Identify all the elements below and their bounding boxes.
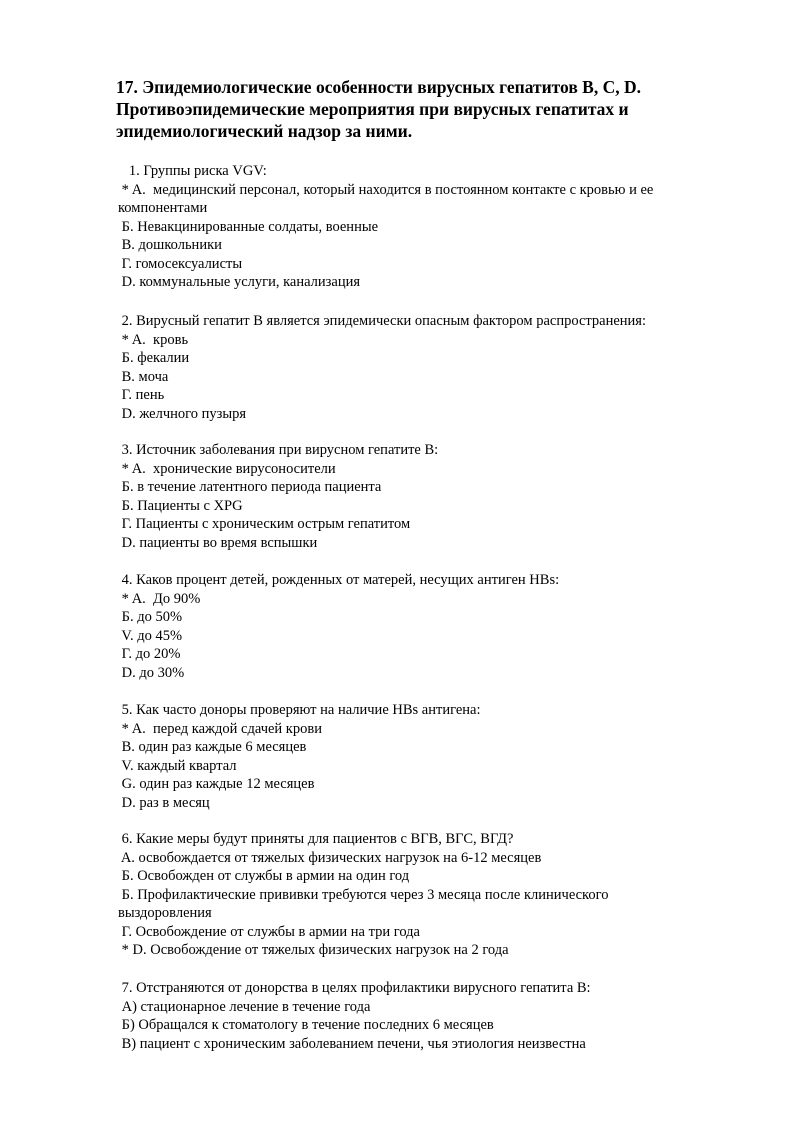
- answer-option: Г. до 20%: [118, 646, 181, 662]
- question-7: [116, 979, 756, 1053]
- answer-option: Б. до 50%: [118, 609, 183, 625]
- answer-option: Б. Профилактические прививки требуются через 3 месяца после клинического: [118, 886, 609, 903]
- question-heading: 4. Каков процент детей, рожденных от матерей, несущих антиген HBs:: [118, 572, 560, 588]
- answer-option-continued: выздоровления: [118, 905, 212, 921]
- answer-option: * D. Освобождение от тяжелых физических нагрузок на 2 года: [118, 942, 509, 958]
- answer-option: Б. в течение латентного периода пациента: [118, 479, 382, 495]
- answer-option: Г. гомосексуалисты: [118, 255, 243, 272]
- question-6: [116, 830, 756, 960]
- question-heading: 7. Отстраняются от донорства в целях профилактики вирусного гепатита В:: [118, 980, 591, 996]
- answer-option: D. до 30%: [118, 664, 185, 681]
- answer-option: Г. Пациенты с хроническим острым гепатитом: [118, 516, 411, 532]
- answer-option: * A. кровь: [118, 331, 189, 348]
- question-3: [116, 441, 756, 552]
- answer-option: В. моча: [118, 368, 169, 385]
- title-line: Противоэпидемические мероприятия при вирусных гепатитах и: [116, 99, 629, 119]
- answer-option: Г. Освобождение от службы в армии на три года: [118, 923, 420, 940]
- answer-option-continued: компонентами: [118, 200, 208, 216]
- answer-option: В) пациент с хроническим заболеванием печени, чья этиология неизвестна: [118, 1035, 586, 1052]
- answer-option: Г. пень: [118, 387, 165, 403]
- answer-option: Б. Пациенты с ХРG: [118, 497, 243, 514]
- answer-option: D. раз в месяц: [118, 794, 210, 811]
- question-heading: 6. Какие меры будут приняты для пациентов с ВГВ, ВГС, ВГД?: [118, 831, 514, 847]
- question-heading: 3. Источник заболевания при вирусном гепатите В:: [118, 442, 439, 458]
- answer-option: V. до 45%: [118, 627, 183, 644]
- title-line: 17. Эпидемиологические особенности вирусных гепатитов B, C, D.: [116, 77, 641, 97]
- question-heading: 5. Как часто доноры проверяют на наличие HBs антигена:: [118, 702, 481, 718]
- question-1: [116, 162, 756, 292]
- answer-option: * A. До 90%: [118, 590, 201, 607]
- answer-option: Б. фекалии: [118, 350, 190, 366]
- answer-option: Б. Освобожден от службы в армии на один год: [118, 868, 410, 884]
- answer-option: * A. медицинский персонал, который находится в постоянном контакте с кровью и ее: [118, 181, 654, 198]
- answer-option: Б. Невакцинированные солдаты, военные: [118, 218, 379, 235]
- question-4: [116, 571, 756, 682]
- question-heading: 2. Вирусный гепатит В является эпидемически опасным фактором распространения:: [118, 313, 646, 329]
- question-heading: 1. Группы риска VGV:: [118, 163, 267, 179]
- answer-option: D. пациенты во время вспышки: [118, 534, 318, 551]
- page-title: [116, 76, 756, 142]
- question-5: [116, 701, 756, 812]
- answer-option: * A. хронические вирусоносители: [118, 460, 336, 477]
- answer-option: * A. перед каждой сдачей крови: [118, 720, 322, 737]
- question-2: [116, 312, 756, 423]
- answer-option: D. желчного пузыря: [118, 405, 247, 422]
- answer-option: B. один раз каждые 6 месяцев: [118, 739, 307, 755]
- answer-option: A. освобождается от тяжелых физических нагрузок на 6-12 месяцев: [118, 849, 542, 866]
- answer-option: А) стационарное лечение в течение года: [118, 998, 371, 1015]
- title-line: эпидемиологический надзор за ними.: [116, 121, 413, 141]
- answer-option: Б) Обращался к стоматологу в течение последних 6 месяцев: [118, 1017, 494, 1033]
- answer-option: D. коммунальные услуги, канализация: [118, 274, 361, 290]
- answer-option: V. каждый квартал: [118, 757, 237, 774]
- answer-option: G. один раз каждые 12 месяцев: [118, 776, 315, 792]
- answer-option: В. дошкольники: [118, 237, 222, 253]
